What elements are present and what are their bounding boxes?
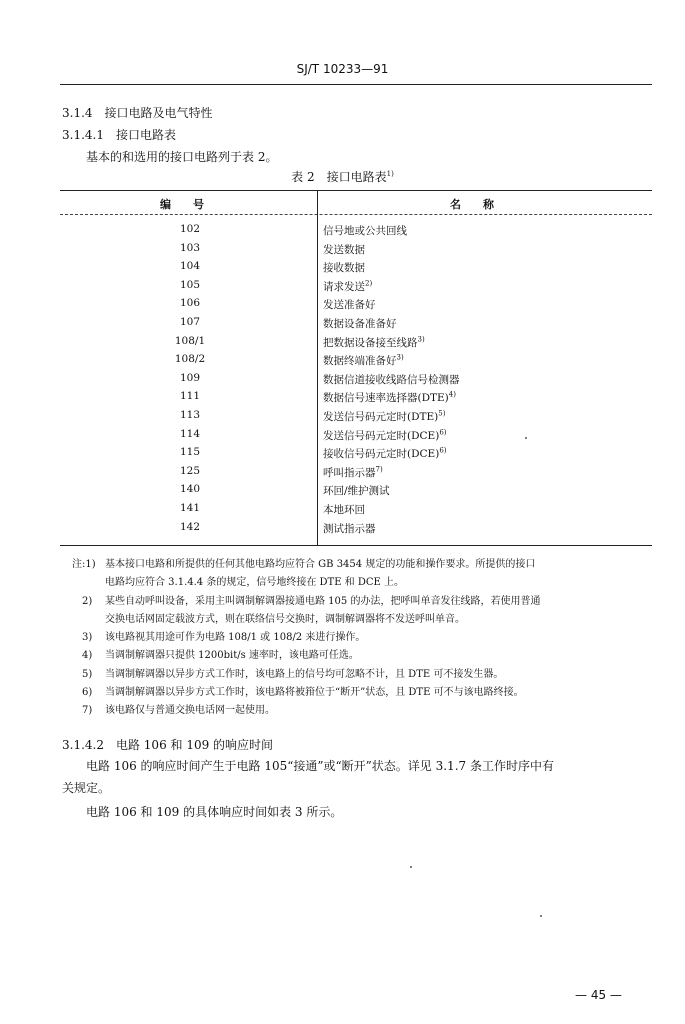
note-line [82, 646, 652, 664]
circuit-name-text: 发送准备好 [323, 299, 376, 312]
circuit-name-text: 数据终端准备好 [323, 355, 397, 368]
note-line [82, 683, 652, 701]
scan-speck [410, 866, 412, 868]
note-label: 注:1) [72, 559, 96, 570]
circuit-name [323, 316, 397, 331]
page-header: SJ/T 10233—91 [296, 62, 389, 76]
circuit-name [323, 465, 383, 480]
table-body [60, 221, 652, 537]
circuit-name-text: 请求发送 [323, 280, 365, 293]
note-label: 6) [82, 687, 93, 699]
circuit-number: 115 [179, 446, 201, 459]
circuit-number: 141 [179, 501, 201, 514]
note-line [82, 701, 652, 719]
circuit-name-text: 把数据设备接至线路 [323, 336, 418, 349]
note-line [82, 628, 652, 646]
circuit-name-text: 呼叫指示器 [323, 466, 376, 479]
circuit-name [323, 353, 404, 368]
circuit-name-text: 本地环回 [323, 503, 365, 516]
section-3-1-4-1-heading: 3.1.4.1 接口电路表 [62, 128, 176, 142]
note-text: 基本接口电路和所提供的任何其他电路均应符合 GB 3454 规定的功能和操作要求。所提供的接口 [105, 559, 536, 570]
footnote-ref: 6) [439, 446, 447, 455]
note-text: 电路均应符合 3.1.4.4 条的规定，信号地终接在 DTE 和 DCE 上。 [105, 577, 405, 589]
circuit-number: 111 [179, 390, 201, 403]
note-text: 交换电话网固定载波方式，则在联络信号交换时，调制解调器将不发送呼叫单音。 [105, 613, 465, 625]
table-row [60, 258, 652, 277]
footnote-ref: 3) [417, 335, 425, 344]
circuit-name [323, 521, 376, 536]
note-line [82, 573, 652, 591]
note-line [82, 610, 652, 628]
circuit-number: 113 [179, 408, 201, 421]
circuit-name [323, 279, 372, 294]
table-row [60, 481, 652, 500]
circuit-name [323, 242, 365, 257]
circuit-name-text: 测试指示器 [323, 522, 376, 535]
table-top-rule [60, 190, 652, 191]
section-3-1-4-2-heading: 3.1.4.2 电路 106 和 109 的响应时间 [62, 738, 274, 752]
table-row [60, 277, 652, 296]
paragraph-table-3-reference: 电路 106 和 109 的具体响应时间如表 3 所示。 [86, 805, 343, 819]
header-rule [60, 84, 652, 85]
circuit-number: 140 [179, 483, 201, 496]
circuit-number: 114 [179, 427, 201, 440]
circuit-name-text: 发送数据 [323, 243, 365, 256]
circuit-name-text: 数据信号速率选择器(DTE) [323, 392, 449, 405]
circuit-number: 104 [179, 260, 201, 273]
circuit-number: 103 [179, 241, 201, 254]
scan-speck [540, 915, 542, 917]
circuit-name [323, 446, 447, 461]
table-row [60, 463, 652, 482]
circuit-name-text: 数据信道接收线路信号检测器 [323, 373, 460, 386]
table-header-rule [60, 214, 652, 215]
circuit-name-text: 发送信号码元定时(DTE) [323, 410, 439, 423]
circuit-number: 102 [179, 223, 201, 235]
table-row [60, 388, 652, 407]
footnote-ref: 3) [396, 353, 404, 362]
table-row [60, 314, 652, 333]
paragraph-106-line-1: 电路 106 的响应时间产生于电路 105“接通”或“断开”状态。详见 3.1.7 条工作时序中有 [86, 759, 554, 773]
table-row [60, 295, 652, 314]
note-label: 5) [82, 668, 93, 680]
circuit-number: 108/2 [174, 353, 206, 366]
circuit-name [323, 260, 365, 275]
section-3-1-4-heading: 3.1.4 接口电路及电气特性 [62, 106, 213, 120]
circuit-name [323, 335, 425, 350]
table-row [60, 370, 652, 389]
scan-speck [525, 437, 527, 439]
circuit-name [323, 223, 407, 238]
table-row [60, 240, 652, 259]
column-header-name: 名 称 [450, 198, 494, 211]
table-caption-footnote-ref: 1) [386, 170, 394, 178]
note-line [72, 555, 652, 573]
circuit-name [323, 372, 460, 387]
circuit-number: 106 [179, 297, 201, 310]
note-label: 7) [82, 705, 93, 717]
circuit-name [323, 409, 445, 424]
table-row [60, 519, 652, 538]
circuit-number: 109 [179, 371, 201, 384]
table-caption [0, 168, 685, 185]
circuit-name-text: 数据设备准备好 [323, 317, 397, 330]
table-bottom-rule [60, 545, 652, 546]
circuit-number: 107 [179, 315, 201, 328]
note-text: 该电路仅与普通交换电话网一起使用。 [105, 705, 275, 717]
note-label: 2) [82, 595, 93, 607]
circuit-number: 105 [179, 278, 201, 291]
circuit-name [323, 483, 390, 498]
table-row [60, 407, 652, 426]
table-row [60, 444, 652, 463]
circuit-name-text: 接收数据 [323, 262, 365, 275]
note-text: 当调制解调器以异步方式工作时，该电路将被箝位于“断开”状态，且 DTE 可不与该电路终接。 [105, 687, 524, 699]
circuit-name [323, 297, 376, 312]
footnote-ref: 6) [439, 428, 447, 437]
circuit-name-text: 环回/维护测试 [323, 485, 390, 498]
note-label: 3) [82, 632, 93, 644]
circuit-number: 125 [179, 464, 201, 477]
paragraph-106-line-2: 关规定。 [62, 781, 111, 795]
note-line [82, 592, 652, 610]
note-line [82, 665, 652, 683]
circuit-name-text: 接收信号码元定时(DCE) [323, 448, 440, 461]
circuit-name [323, 428, 447, 443]
note-text: 该电路视其用途可作为电路 108/1 或 108/2 来进行操作。 [105, 632, 366, 644]
footnote-ref: 2) [365, 279, 373, 288]
note-label: 4) [82, 650, 93, 662]
table-row [60, 333, 652, 352]
note-text: 某些自动呼叫设备，采用主叫调制解调器接通电路 105 的办法，把呼叫单音发往线路，若使用普通 [105, 595, 541, 607]
note-text: 当调制解调器只提供 1200bit/s 速率时，该电路可任选。 [105, 650, 359, 662]
table-row [60, 221, 652, 240]
circuit-name-text: 发送信号码元定时(DCE) [323, 429, 440, 442]
column-header-number: 编 号 [160, 198, 204, 211]
footnote-ref: 5) [438, 409, 446, 418]
table-row [60, 351, 652, 370]
circuit-name-text: 信号地或公共回线 [323, 225, 407, 237]
table-notes [72, 555, 652, 720]
footnote-ref: 4) [448, 390, 456, 399]
page-number: — 45 — [575, 988, 622, 1002]
circuit-number: 142 [179, 520, 201, 533]
table-row [60, 500, 652, 519]
circuit-name [323, 502, 365, 517]
circuit-name [323, 390, 456, 405]
circuit-number: 108/1 [174, 334, 206, 347]
table-caption-text: 表 2 接口电路表 [291, 170, 387, 184]
footnote-ref: 7) [375, 465, 383, 474]
intro-paragraph: 基本的和选用的接口电路列于表 2。 [86, 150, 278, 164]
table-row [60, 426, 652, 445]
note-text: 当调制解调器以异步方式工作时，该电路上的信号均可忽略不计，且 DTE 可不接发生器。 [105, 668, 504, 680]
